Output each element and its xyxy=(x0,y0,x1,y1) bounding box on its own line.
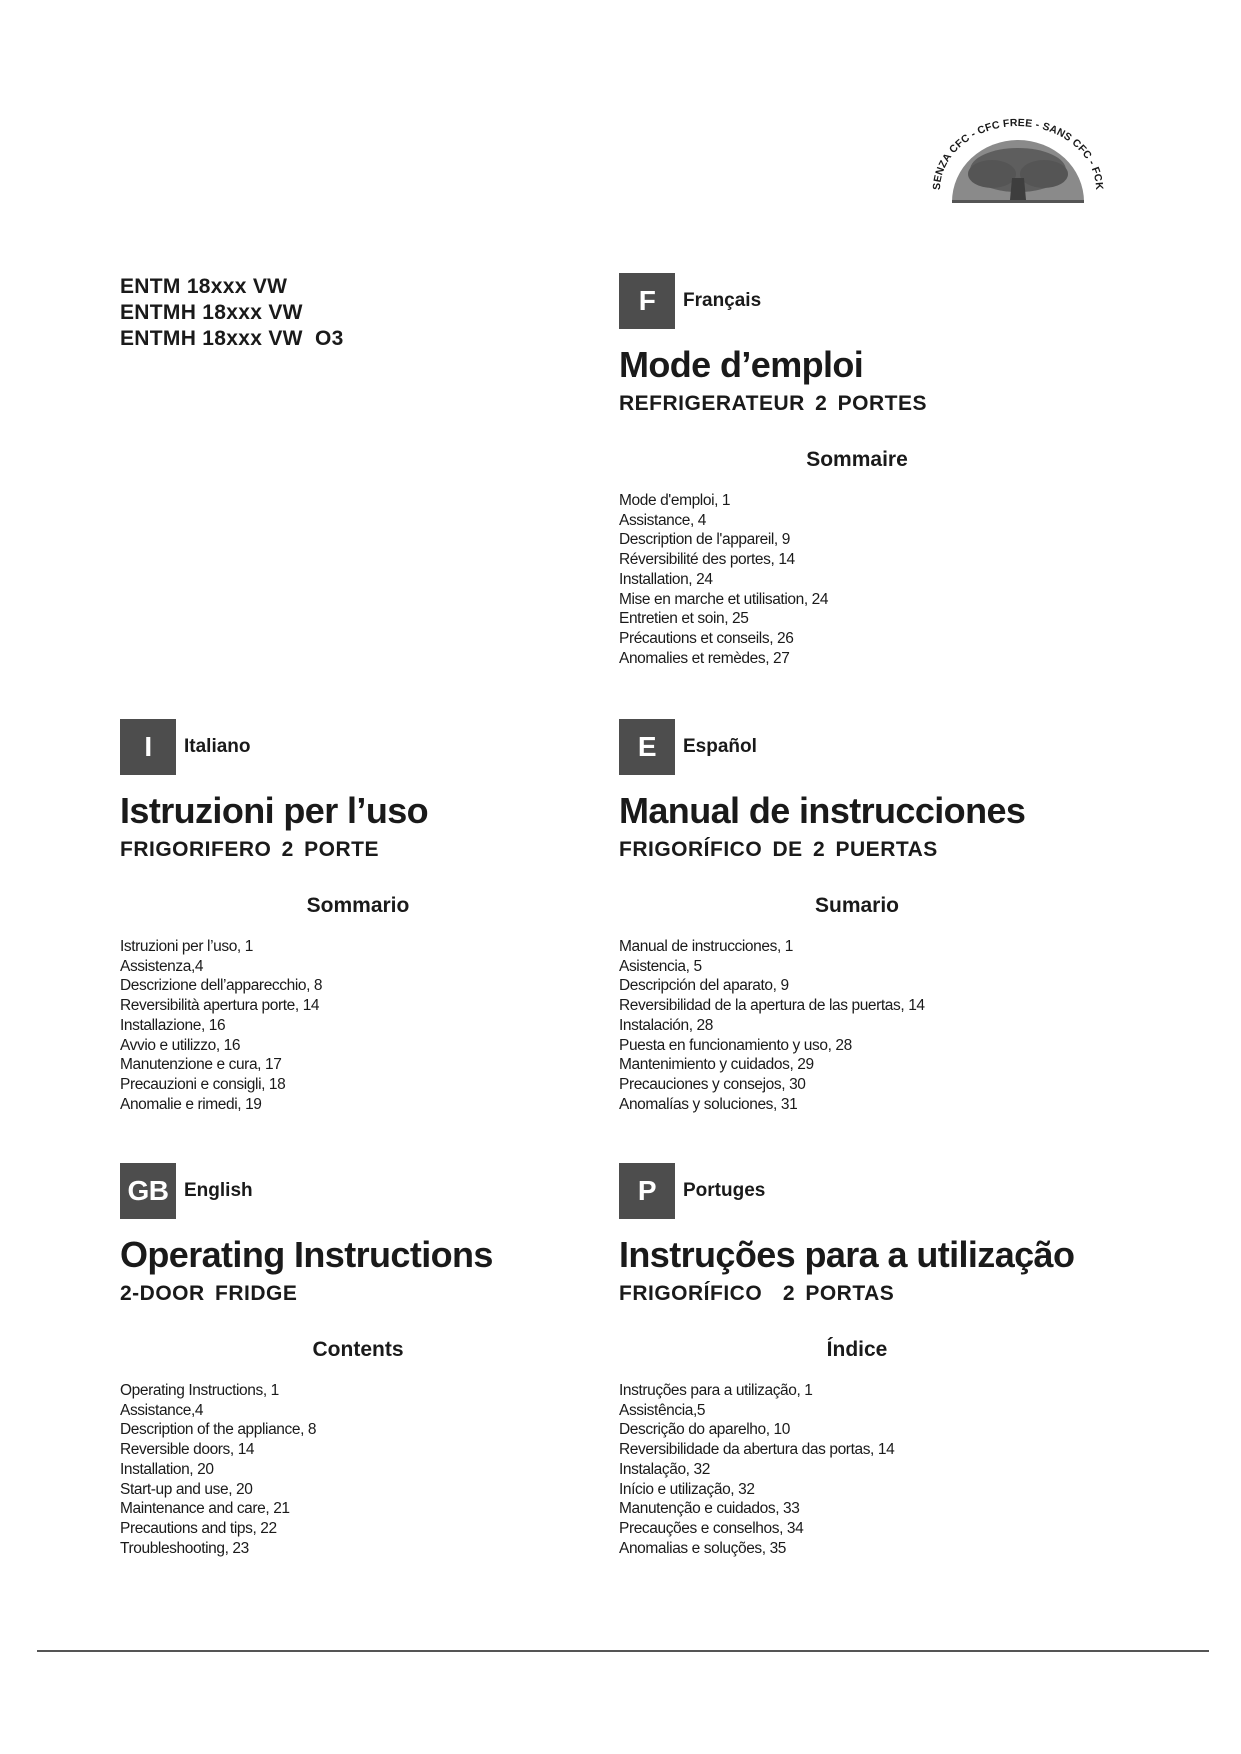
toc-item: Precautions and tips, 22 xyxy=(120,1519,277,1537)
toc-item: Installazione, 16 xyxy=(120,1016,226,1034)
table-of-contents xyxy=(120,1381,620,1558)
toc-item: Start-up and use, 20 xyxy=(120,1480,253,1498)
toc-item: Precauciones y consejos, 30 xyxy=(619,1075,806,1093)
toc-item: Precauzioni e consigli, 18 xyxy=(120,1075,286,1093)
model-name: ENTMH 18xxx VW O3 xyxy=(120,327,344,350)
toc-item: Troubleshooting, 23 xyxy=(120,1539,249,1557)
language-header xyxy=(619,273,1119,329)
toc-item: Instalação, 32 xyxy=(619,1460,710,1478)
toc-item: Reversibilidad de la apertura de las puertas, 14 xyxy=(619,997,925,1015)
toc-item: Réversibilité des portes, 14 xyxy=(619,551,795,569)
model-name: ENTMH 18xxx VW xyxy=(120,301,303,324)
toc-item: Reversibilità apertura porte, 14 xyxy=(120,997,320,1015)
language-name: Italiano xyxy=(184,736,251,757)
footer-divider xyxy=(37,1650,1209,1652)
language-header xyxy=(120,1163,620,1219)
toc-item: Manutenção e cuidados, 33 xyxy=(619,1500,800,1518)
section-italian xyxy=(120,719,620,1114)
language-header xyxy=(619,719,1119,775)
table-of-contents xyxy=(619,491,1119,668)
toc-item: Instalación, 28 xyxy=(619,1016,713,1034)
language-name: Español xyxy=(683,736,757,757)
cfc-free-logo xyxy=(922,112,1112,212)
toc-item: Instruções para a utilização, 1 xyxy=(619,1382,813,1399)
toc-item: Descrizione dell’apparecchio, 8 xyxy=(120,977,323,995)
table-of-contents xyxy=(619,1381,1119,1558)
language-name: Portuges xyxy=(683,1180,766,1201)
toc-item: Mode d'emploi, 1 xyxy=(619,492,731,509)
toc-item: Descrição do aparelho, 10 xyxy=(619,1421,790,1439)
toc-item: Installation, 20 xyxy=(120,1460,214,1478)
toc-item: Manutenzione e cura, 17 xyxy=(120,1056,282,1074)
toc-heading: Sumario xyxy=(814,894,900,917)
manual-title: Istruzioni per l’uso xyxy=(120,790,429,831)
toc-item: Description de l'appareil, 9 xyxy=(619,531,790,549)
toc-item: Avvio e utilizzo, 16 xyxy=(120,1036,241,1054)
product-subtitle: FRIGORÍFICO DE 2 PUERTAS xyxy=(619,838,938,861)
toc-item: Description of the appliance, 8 xyxy=(120,1421,317,1439)
language-badge: P xyxy=(619,1163,675,1219)
toc-item: Descripción del aparato, 9 xyxy=(619,977,789,995)
language-name: English xyxy=(184,1180,253,1201)
toc-item: Asistencia, 5 xyxy=(619,957,702,975)
toc-item: Assistenza,4 xyxy=(120,957,204,975)
manual-title: Operating Instructions xyxy=(120,1234,493,1275)
toc-item: Reversible doors, 14 xyxy=(120,1441,255,1459)
language-badge: F xyxy=(619,273,675,329)
toc-item: Installation, 24 xyxy=(619,570,713,588)
toc-item: Início e utilização, 32 xyxy=(619,1480,755,1498)
toc-item: Assistance,4 xyxy=(120,1401,204,1419)
toc-item: Entretien et soin, 25 xyxy=(619,610,749,628)
product-subtitle: 2-DOOR FRIDGE xyxy=(120,1282,298,1305)
manual-title: Instruções para a utilização xyxy=(619,1234,1075,1275)
section-english xyxy=(120,1163,620,1558)
toc-item: Precauções e conselhos, 34 xyxy=(619,1519,804,1537)
section-portuguese xyxy=(619,1163,1119,1558)
toc-item: Reversibilidade da abertura das portas, 14 xyxy=(619,1441,895,1459)
model-name: ENTM 18xxx VW xyxy=(120,275,288,298)
language-badge: E xyxy=(619,719,675,775)
toc-item: Istruzioni per l’uso, 1 xyxy=(120,938,253,955)
toc-item: Manual de instrucciones, 1 xyxy=(619,938,793,955)
language-badge: I xyxy=(120,719,176,775)
toc-heading: Sommario xyxy=(306,894,410,917)
toc-item: Maintenance and care, 21 xyxy=(120,1500,290,1518)
toc-item: Anomalie e rimedi, 19 xyxy=(120,1095,262,1113)
toc-item: Anomalies et remèdes, 27 xyxy=(619,649,790,667)
toc-item: Mise en marche et utilisation, 24 xyxy=(619,590,829,608)
product-subtitle: REFRIGERATEUR 2 PORTES xyxy=(619,392,927,415)
table-of-contents xyxy=(120,937,620,1114)
toc-item: Assistência,5 xyxy=(619,1401,706,1419)
toc-heading: Índice xyxy=(826,1338,888,1361)
toc-item: Anomalías y soluciones, 31 xyxy=(619,1095,798,1113)
toc-item: Mantenimiento y cuidados, 29 xyxy=(619,1056,814,1074)
section-spanish xyxy=(619,719,1119,1114)
product-subtitle: FRIGORÍFICO 2 PORTAS xyxy=(619,1282,895,1305)
table-of-contents xyxy=(619,937,1119,1114)
logo-text: SENZA CFC - CFC FREE - SANS CFC - FCK xyxy=(930,116,1106,191)
toc-heading: Contents xyxy=(312,1338,404,1361)
toc-item: Operating Instructions, 1 xyxy=(120,1382,279,1399)
toc-item: Assistance, 4 xyxy=(619,511,706,529)
product-subtitle: FRIGORIFERO 2 PORTE xyxy=(120,838,380,861)
section-french xyxy=(619,273,1119,668)
toc-heading: Sommaire xyxy=(806,448,908,471)
toc-item: Anomalias e soluções, 35 xyxy=(619,1539,787,1557)
language-header xyxy=(120,719,620,775)
tree-icon xyxy=(922,112,1112,212)
language-header xyxy=(619,1163,1119,1219)
language-name: Français xyxy=(683,290,762,311)
manual-title: Mode d’emploi xyxy=(619,344,864,385)
toc-item: Précautions et conseils, 26 xyxy=(619,629,794,647)
language-badge: GB xyxy=(120,1163,176,1219)
model-list xyxy=(120,274,540,352)
manual-title: Manual de instrucciones xyxy=(619,790,1026,831)
toc-item: Puesta en funcionamiento y uso, 28 xyxy=(619,1036,852,1054)
